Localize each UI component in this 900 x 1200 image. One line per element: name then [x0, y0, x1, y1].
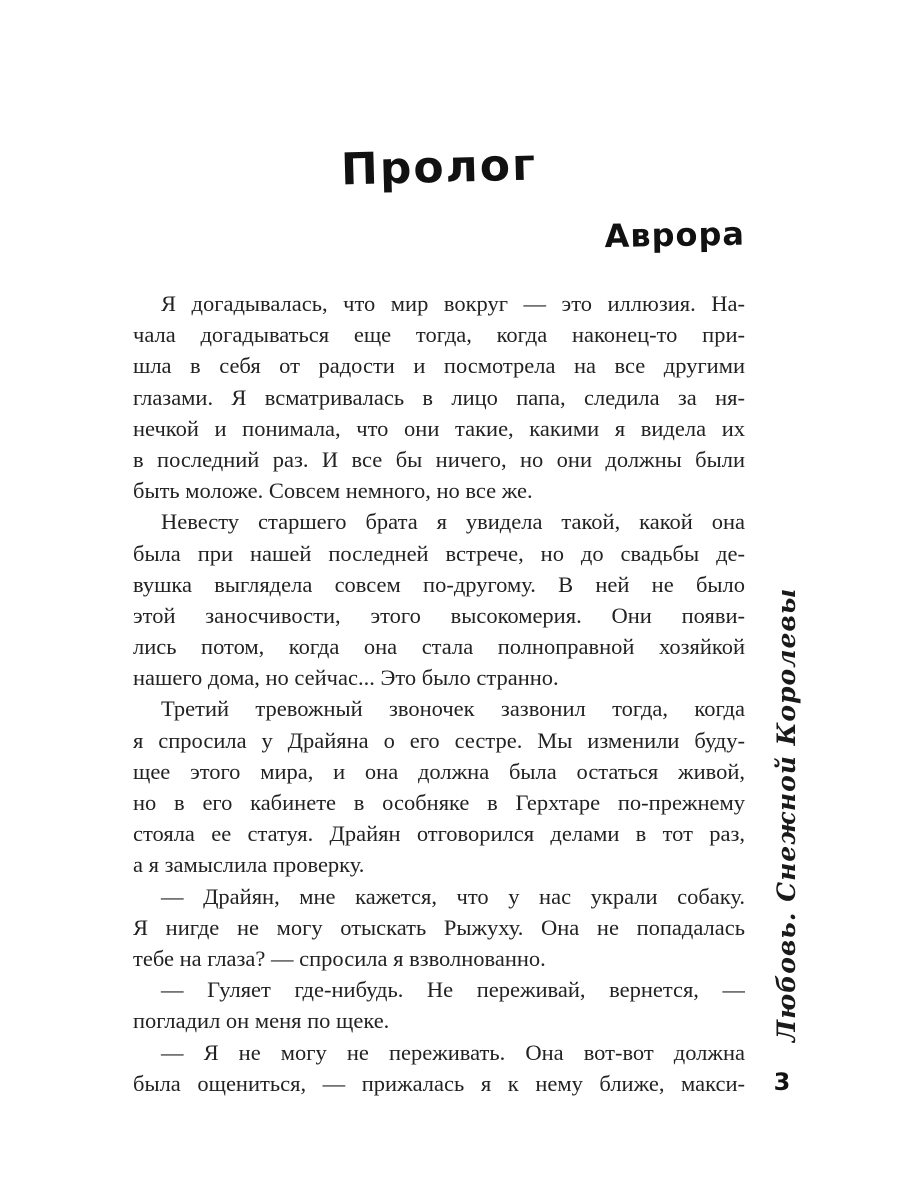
text-line: а я замыслила проверку.	[133, 852, 365, 878]
text-line: глазами. Я всматривалась в лицо папа, следила за ня-	[133, 384, 745, 410]
chapter-title: Пролог	[340, 139, 538, 196]
text-line: этой заносчивости, этого высокомерия. Они появи-	[133, 602, 745, 628]
page-number: 3	[773, 1068, 791, 1096]
text-line: — Гуляет где-нибудь. Не переживай, вернется, —	[161, 977, 745, 1003]
text-line: быть моложе. Совсем немного, но все же.	[133, 478, 533, 504]
text-line: стояла ее статуя. Драйян отговорился делами в тот раз,	[133, 821, 745, 847]
text-line: Я нигде не могу отыскать Рыжуху. Она не попадалась	[133, 914, 745, 940]
body-text	[133, 288, 745, 1099]
text-line: Третий тревожный звоночек зазвонил тогда, когда	[161, 696, 745, 722]
text-line: — Драйян, мне кажется, что у нас украли собаку.	[161, 883, 745, 909]
text-line: но в его кабинете в особняке в Герхтаре по-прежнему	[133, 790, 745, 815]
text-line: нашего дома, но сейчас... Это было странно.	[133, 665, 559, 691]
text-line: шла в себя от радости и посмотрела на все другими	[133, 353, 745, 379]
text-line: нечкой и понимала, что они такие, какими я видела их	[133, 415, 745, 441]
text-line: щее этого мира, и она должна была остаться живой,	[133, 758, 745, 784]
chapter-pov-subtitle: Аврора	[604, 214, 746, 256]
text-line: вушка выглядела совсем по-другому. В ней не было	[133, 571, 745, 597]
text-line: чала догадываться еще тогда, когда наконец-то при-	[133, 322, 745, 348]
text-line: была ощениться, — прижалась я к нему ближе, макси-	[133, 1070, 745, 1096]
side-running-title: Любовь. Снежной Королевы	[772, 587, 801, 1042]
text-line: Я догадывалась, что мир вокруг — это иллюзия. На-	[161, 291, 745, 316]
text-line: я спросила у Драйяна о его сестре. Мы изменили буду-	[133, 727, 745, 753]
text-line: Невесту старшего брата я увидела такой, какой она	[161, 509, 745, 535]
text-line: была при нашей последней встрече, но до свадьбы де-	[133, 540, 745, 566]
text-line: тебе на глаза? — спросила я взволнованно.	[133, 945, 546, 971]
text-line: — Я не могу не переживать. Она вот-вот должна	[161, 1039, 745, 1065]
text-line: лись потом, когда она стала полноправной хозяйкой	[133, 634, 745, 660]
text-line: погладил он меня по щеке.	[133, 1008, 390, 1034]
text-line: в последний раз. И все бы ничего, но они должны были	[133, 446, 745, 472]
